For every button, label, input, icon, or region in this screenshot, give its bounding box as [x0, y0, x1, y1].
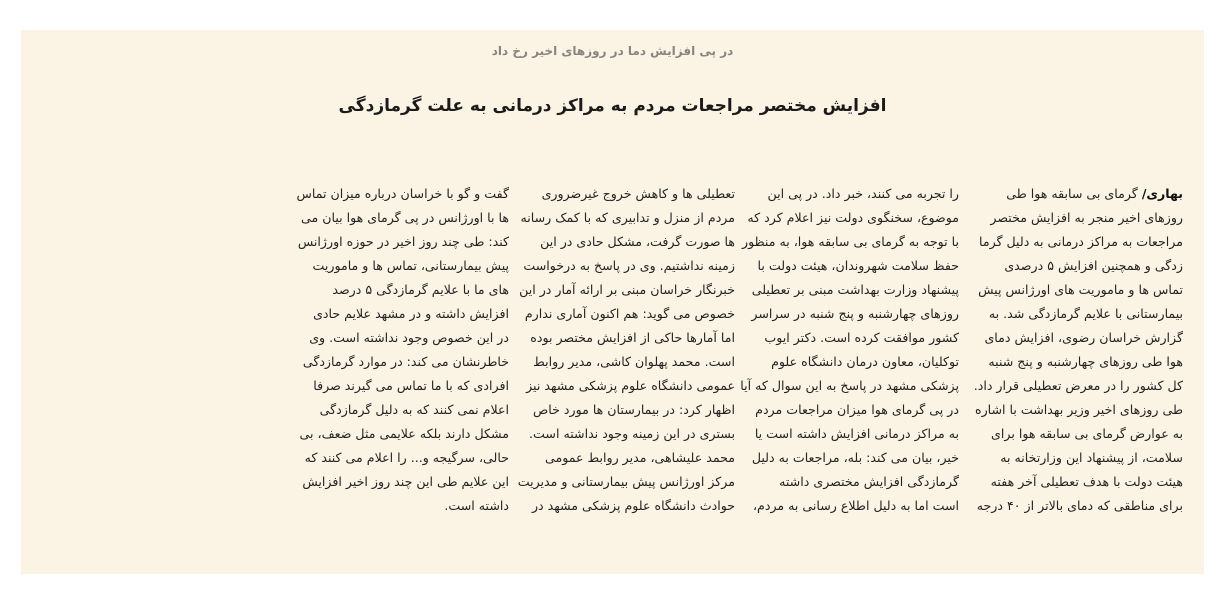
article-line: تماس ها و ماموریت های اورژانس پیش: [978, 282, 1183, 297]
article-line: حالی، سرگیجه و... را اعلام می کنند که: [304, 450, 509, 465]
article-line: مشکل دارند بلکه علایمی مثل ضعف، بی: [299, 426, 509, 441]
article-headline: افزایش مختصر مراجعات مردم به مراکز درمانی به علت گرمازدگی: [338, 96, 887, 116]
article-line: را تجربه می کنند، خبر داد. در پی این: [767, 186, 959, 201]
article-line: مرکز اورژانس پیش بیمارستانی و مدیریت: [517, 474, 735, 489]
article-column-4: [287, 182, 509, 518]
article-kicker: در پی افزایش دما در روزهای اخیر رخ داد: [491, 44, 734, 58]
article-line: هوا طی روزهای چهارشنبه و پنج شنبه: [988, 354, 1183, 369]
article-line: اما آمارها حاکی از افزایش مختصر بوده: [530, 330, 735, 345]
article-line: حفظ سلامت شهروندان، هیئت دولت با: [757, 258, 959, 273]
article-body: [47, 182, 1183, 566]
article-line: در این خصوص وجود نداشته است. وی: [309, 330, 509, 345]
article-line: به مراکز درمانی افزایش داشته است یا: [754, 426, 959, 441]
article-line: خصوص می گوید: هم اکنون آماری ندارم: [524, 306, 735, 321]
article-line: ها صورت گرفت، مشکل حادی در این: [540, 234, 735, 249]
article-line: پزشکی مشهد در پاسخ به این سوال که آیا: [740, 378, 959, 393]
article-line: روزهای اخیر منجر به افزایش مختصر: [990, 210, 1183, 225]
article-line: گرمازدگی افزایش مختصری داشته: [779, 474, 959, 489]
article-line: طی روزهای اخیر وزیر بهداشت با اشاره: [974, 402, 1183, 417]
article-line: گزارش خراسان رضوی، افزایش دمای: [984, 330, 1183, 345]
article-line: افزایش داشته و در مشهد علایم حادی: [313, 306, 509, 321]
article-line: مراجعات به مراکز درمانی به دلیل گرما: [978, 234, 1183, 249]
article-line: گفت و گو با خراسان درباره میزان تماس: [296, 186, 509, 201]
article-line: هیئت دولت با هدف تعطیلی آخر هفته: [990, 474, 1183, 489]
article-line: کند: طی چند روز اخیر در حوزه اورژانس: [297, 234, 509, 249]
article-line: موضوع، سخنگوی دولت نیز اعلام کرد که: [747, 210, 959, 225]
article-line: زدگی و همچنین افزایش ۵ درصدی: [1004, 258, 1183, 273]
article-line: این علایم طی این چند روز اخیر افزایش: [302, 474, 509, 489]
article-line: با توجه به گرمای بی سابقه هوا، به منظور: [741, 234, 959, 249]
article-line: اعلام نمی کنند که به دلیل گرمازدگی: [319, 402, 509, 417]
article-line: در پی گرمای هوا میزان مراجعات مردم: [755, 402, 959, 417]
article-line: بستری در این زمینه وجود نداشته است.: [529, 426, 735, 441]
article-line: ها با اورژانس در پی گرمای هوا بیان می: [300, 210, 509, 225]
article-line: است. محمد پهلوان کاشی، مدیر روابط: [533, 354, 735, 369]
article-column-2: [737, 182, 959, 518]
article-line: محمد علیشاهی، مدیر روابط عمومی: [544, 450, 735, 465]
article-line: تعطیلی ها و کاهش خروج غیرضروری: [541, 186, 735, 201]
article-panel: [21, 30, 1204, 574]
article-line: پیشنهاد وزارت بهداشت مبنی بر تعطیلی: [751, 282, 959, 297]
article-line: به عوارض گرمای بی سابقه هوا برای: [991, 426, 1183, 441]
article-line: بیمارستانی با علایم گرمازدگی شد. به: [988, 306, 1183, 321]
article-line: های ما با علایم گرمازدگی ۵ درصد: [332, 282, 509, 297]
article-line: توکلیان، معاون درمان دانشگاه علوم: [771, 354, 959, 369]
article-line: برای مناطقی که دمای بالاتر از ۴۰ درجه: [976, 498, 1183, 513]
article-line: افرادی که با ما تماس می گیرند صرفا: [313, 378, 509, 393]
article-line: روزهای چهارشنبه و پنج شنبه در سراسر: [751, 306, 959, 321]
article-line: خبرنگار خراسان مبنی بر ارائه آمار در این: [519, 282, 735, 297]
article-line: داشته است.: [444, 498, 509, 513]
article-line: خاطرنشان می کند: در موارد گرمازدگی: [302, 354, 509, 369]
byline: بهاری/: [1141, 186, 1183, 201]
article-line: خیر، بیان می کند: بله، مراجعات به دلیل: [751, 450, 959, 465]
article-line: کشور موافقت کرده است. دکتر ایوب: [764, 330, 959, 345]
article-line: حوادث دانشگاه علوم پزشکی مشهد در: [531, 498, 735, 513]
article-line: زمینه نداشتیم. وی در پاسخ به درخواست: [523, 258, 735, 273]
article-line: سلامت، از پیشنهاد این وزارتخانه به: [1000, 450, 1183, 465]
article-column-3: [513, 182, 735, 518]
article-line: پیش بیمارستانی، تماس ها و ماموریت: [312, 258, 509, 273]
article-column-1: [961, 182, 1183, 518]
article-line: اظهار کرد: در بیمارستان ها مورد خاص: [533, 402, 735, 417]
article-line: بهاری/ گرمای بی سابقه هوا طی: [1006, 186, 1183, 201]
article-line: مردم از منزل و تدابیری که با کمک رسانه: [520, 210, 735, 225]
article-line: است اما به دلیل اطلاع رسانی به مردم،: [752, 498, 959, 513]
article-line: عمومی دانشگاه علوم پزشکی مشهد نیز: [526, 378, 735, 393]
article-line: کل کشور را در معرض تعطیلی قرار داد.: [973, 378, 1183, 393]
